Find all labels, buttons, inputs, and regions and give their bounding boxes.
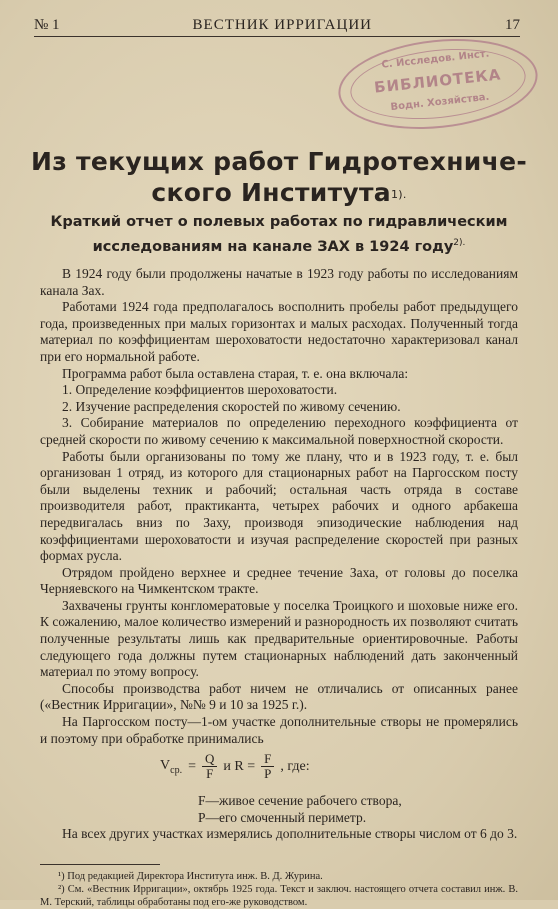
running-header: [34, 12, 520, 37]
definition-f: F—живое сечение рабочего створа,: [198, 793, 402, 808]
footnote-ref-1: 1).: [390, 188, 407, 201]
footnote-2: ²) См. «Вестник Ирригации», октябрь 1925 года. Текст и заключ. настоящего отчета составил инж. В. М. Терский, таблицы обработаны под его-же руководством.: [40, 884, 518, 908]
article-subtitle-line2: исследованиям на канале ЗАХ в 1924 году: [92, 238, 454, 255]
fraction-q-over-f: $\frac{Q}{F}$: [202, 752, 217, 781]
program-item-3: 3. Собирание материалов по определению переходного коэффициента от средней скорости по живому сечению к максимальной поверхностной скорости.: [40, 415, 518, 447]
journal-title: ВЕСТНИК ИРРИГАЦИИ: [192, 17, 373, 33]
article-title-line2: ского Института: [151, 178, 391, 207]
issue-number: № 1: [34, 17, 60, 33]
paragraph: В 1924 году были продолжены начатые в 1923 году работы по исследованиям канала Зах.: [40, 266, 518, 298]
formula-and-r: и R =: [223, 758, 256, 774]
formula-v: $V_{ср.}$: [160, 757, 183, 776]
program-item-1: 1. Определение коэффициентов шероховатости.: [62, 382, 338, 398]
footnote-1: ¹) Под редакцией Директора Института инж. В. Д. Журина.: [58, 871, 323, 882]
article-subtitle-line1: Краткий отчет о полевых работах по гидравлическим: [50, 214, 508, 230]
paragraph: Работами 1924 года предполагалось восполнить пробелы работ предыдущего года, произведенных при малых горизонтах и малых расходах. Полученный тогда материал по коэффициентам шероховатости недостаточно характеризовал канал при его нормальной работе.: [40, 299, 518, 364]
paragraph-last: На всех других участках измерялись дополнительные створы числом от 6 до 3.: [62, 826, 518, 841]
fraction-f-over-p: $\frac{F}{P}$: [261, 752, 274, 781]
paragraph: Отрядом пройдено верхнее и среднее течение Заха, от головы до поселка Черняевского на Чимкентском тракте.: [40, 564, 518, 597]
stamp-text-top: С. Исследов. Инст.: [381, 48, 490, 71]
formula-definitions: [198, 792, 402, 826]
paragraph: Способы производства работ ничем не отличались от описанных ранее («Вестник Ирригации», №№ 9 и 10 за 1925 г.).: [40, 680, 518, 713]
article-title: [0, 146, 558, 208]
footnote-divider: [40, 864, 160, 865]
definition-p: P—его смоченный периметр.: [198, 810, 367, 825]
program-item-2: 2. Изучение распределения скоростей по живому сечению.: [62, 398, 401, 414]
formula-tail: , где:: [280, 758, 310, 774]
paragraph: Работы были организованы по тому же плану, что и в 1923 году, т. е. был организован 1 отряд, из которого для стационарных работ на Паргосском посту были выделены техник и рабочий; остальная часть отряда в составе производителя работ, практиканта, четырех рабочих и одного арбакеша передвигалась вниз по Заху, производя эпизодические наблюдения над коэффициентами шероховатости и изучая распределение скоростей при разных формах русла.: [40, 448, 518, 564]
footnotes: [40, 870, 518, 909]
page-number: 17: [504, 17, 520, 33]
formula: [160, 752, 310, 781]
article-body: [40, 266, 518, 747]
stamp-text-bottom: Водн. Хозяйства.: [390, 91, 490, 114]
formula-equals: =: [188, 758, 196, 774]
article-subtitle: [40, 212, 518, 258]
paragraph: На Паргосском посту—1-ом участке дополнительные створы не промерялись и поэтому при обработке принимались: [40, 714, 518, 746]
paragraph: Захвачены грунты конгломератовые у поселка Троицкого и шоховые ниже его. К сожалению, малое количество измерений и разнородность их позволяют считать полученные результаты лишь как предварительные ориентировочные. Работы следующего года должны путем стационарных наблюдений дать законченный материал по этому вопросу.: [40, 597, 518, 680]
article-title-line1: Из текущих работ Гидротехниче-: [31, 147, 527, 176]
library-stamp: [334, 30, 542, 138]
footnote-ref-2: 2).: [453, 238, 466, 248]
paragraph: Программа работ была оставлена старая, т. е. она включала:: [62, 365, 409, 381]
stamp-text-middle: БИБЛИОТЕКА: [373, 65, 503, 97]
